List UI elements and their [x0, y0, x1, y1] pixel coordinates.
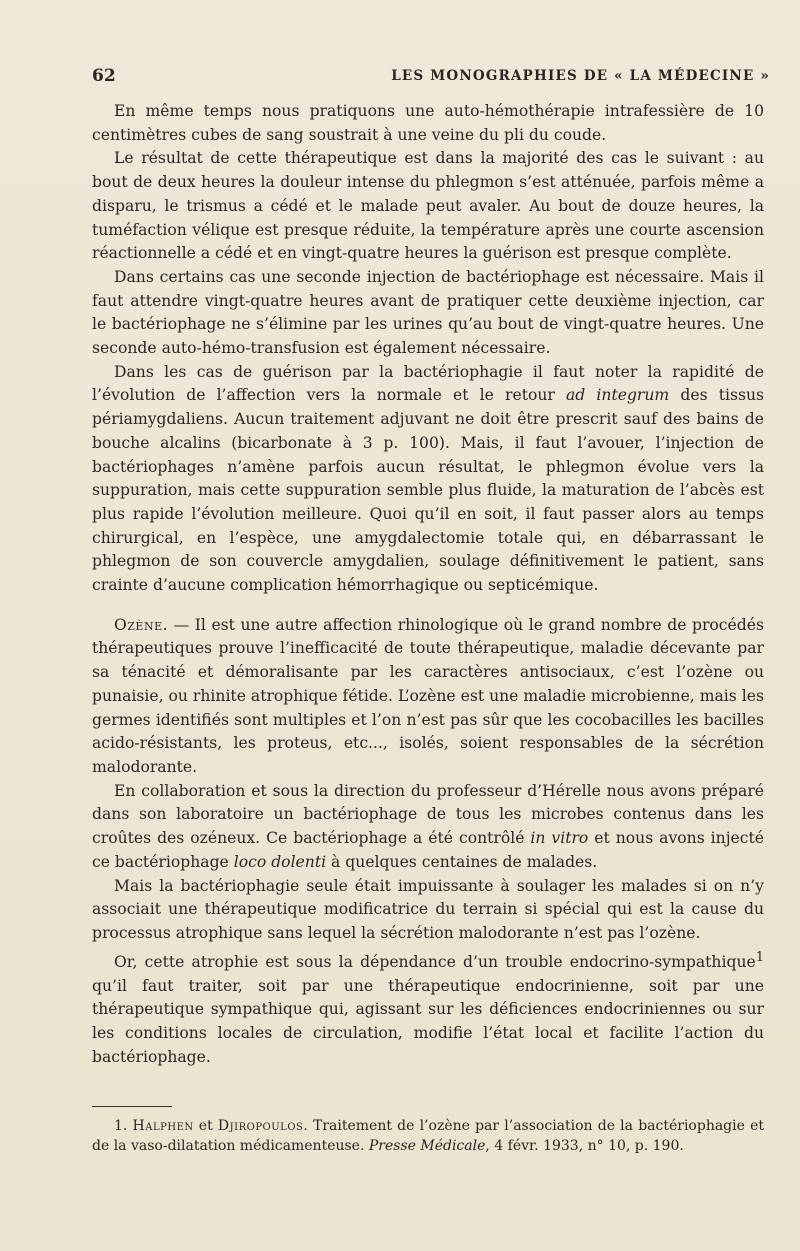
latin-term: loco dolenti	[233, 852, 327, 871]
section-heading: Ozène.	[114, 615, 169, 634]
paragraph: Dans certains cas une seconde injection de bactériophage est nécessaire. Mais il faut attendre vingt-quatre heures avant de pratiquer cette deuxième injection, car le bactériophage ne s’élimine par les urines qu’au bout de vingt-quatre heures. Une seconde auto-hémo-transfusion est également nécessaire.	[92, 267, 764, 358]
author: Djiropoulos	[217, 1118, 304, 1134]
paragraph: Or, cette atrophie est sous la dépendance d’un trouble endocrino-sympathique$^1$ qu’il faut traiter, soit par une thérapeutique endocrinienne, soit par une thérapeutique sympathique qui, agissant sur les déficiences endocriniennes ou sur les conditions locales de circulation, modifie l’état local et facilite l’action du bactériophage.	[92, 949, 764, 1066]
latin-term: ad integrum	[566, 386, 670, 405]
paragraph: Dans les cas de guérison par la bactériophagie il faut noter la rapidité de l’évolution de l’affection vers la normale et le retour ad integrum des tissus périamygdaliens. Aucun traitement adjuvant ne doit être prescrit sauf des bains de bouche alcalins (bicarbonate à 3 p. 100). Mais, il faut l’avouer, l’injection de bactériophages n’amène parfois aucun résultat, le phlegmon évolue vers la suppuration, mais cette suppuration semble plus fluide, la maturation de l’abcès est plus rapide l’évolution meilleure. Quoi qu’il en soit, il faut passer alors au temps chirurgical, en l’espèce, une amygdalectomie totale qui, en débarrassant le phlegmon de son couvercle amygdalien, soulage définitivement le patient, sans crainte d’aucune complication hémorrhagique ou septicémique.	[92, 362, 765, 595]
page-header	[92, 66, 770, 90]
latin-term: in vitro	[530, 829, 589, 848]
page-number: 62	[92, 66, 116, 86]
footnote: 1. Halphen et Djiropoulos. Traitement de l’ozène par l’association de la bactériophagie et de la vaso-dilatation médicamenteuse. Presse Médicale, 4 févr. 1933, n° 10, p. 190.	[92, 1118, 764, 1154]
footnote-rule	[92, 1106, 172, 1107]
footnote-marker: 1	[755, 949, 764, 965]
author: Halphen	[132, 1118, 194, 1134]
paragraph: En même temps nous pratiquons une auto-hémothérapie intrafessière de 10 centimètres cubes de sang soustrait à une veine du pli du coude.	[92, 102, 764, 144]
journal-title: Presse Médicale	[368, 1138, 486, 1154]
paragraph: Le résultat de cette thérapeutique est dans la majorité des cas le suivant : au bout de deux heures la douleur intense du phlegmon s’est atténuée, parfois même a disparu, le trismus a cédé et le malade peut avaler. Au bout de douze heures, la tuméfaction vélique est presque réduite, la température après une courte ascension réactionnelle a cédé et en vingt-quatre heures la guérison est presque complète.	[92, 149, 764, 263]
main-text	[92, 100, 764, 1069]
paragraph: Mais la bactériophagie seule était impuissante à soulager les malades si on n’y associait une thérapeutique modificatrice du terrain si spécial qui est la cause du processus atrophique sans lequel la sécrétion malodorante n’est pas l’ozène.	[92, 876, 764, 942]
running-title: LES MONOGRAPHIES DE « LA MÉDECINE »	[391, 68, 770, 84]
paragraph: En collaboration et sous la direction du professeur d’Hérelle nous avons préparé dans son laboratoire un bactériophage de tous les microbes contenus dans les croûtes des ozéneux. Ce bactériophage a été contrôlé in vitro et nous avons injecté ce bactériophage loco dolenti à quelques centaines de malades.	[92, 781, 764, 871]
section-paragraph: Ozène. — Il est une autre affection rhinologique où le grand nombre de procédés thérapeutiques prouve l’inefficacité de toute thérapeutique, maladie décevante par sa ténacité et démoralisante par les caractères antisociaux, c’est l’ozène ou punaisie, ou rhinite atrophique fétide. L’ozène est une maladie microbienne, mais les germes identifiés sont multiples et l’on n’est pas sûr que les cocobacilles les bacilles acido-résistants, les proteus, etc..., isolés, soient responsables de la sécrétion malodorante.	[92, 615, 764, 776]
